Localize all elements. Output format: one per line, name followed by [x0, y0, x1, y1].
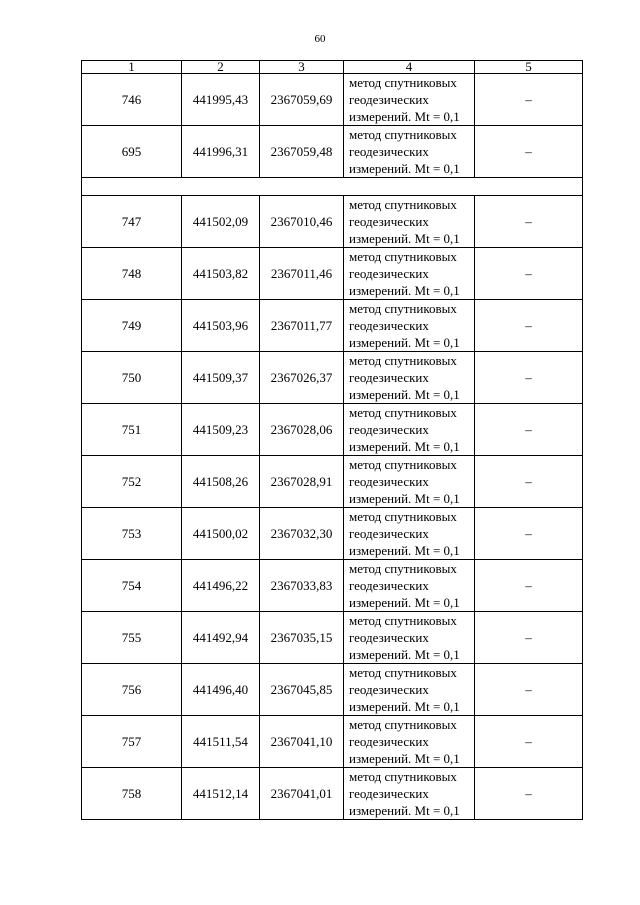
method-cell: [344, 716, 475, 768]
note-cell: –: [475, 126, 583, 178]
method-line: геодезических: [349, 318, 429, 333]
note-cell: –: [475, 716, 583, 768]
column-header-1: 1: [82, 61, 182, 74]
y-coordinate-cell: 2367059,69: [260, 74, 344, 126]
method-line: метод спутниковых: [349, 405, 457, 420]
point-number-cell: 748: [82, 248, 182, 300]
method-cell: [344, 196, 475, 248]
column-header-5: 5: [475, 61, 583, 74]
method-line: измерений. Mt = 0,1: [349, 231, 460, 246]
y-coordinate-cell: 2367028,91: [260, 456, 344, 508]
method-line: метод спутниковых: [349, 509, 457, 524]
method-line: метод спутниковых: [349, 353, 457, 368]
method-line: геодезических: [349, 92, 429, 107]
method-line: измерений. Mt = 0,1: [349, 699, 460, 714]
note-cell: –: [475, 300, 583, 352]
method-line: измерений. Mt = 0,1: [349, 387, 460, 402]
x-coordinate-cell: 441509,37: [182, 352, 260, 404]
method-line: геодезических: [349, 578, 429, 593]
method-line: геодезических: [349, 734, 429, 749]
y-coordinate-cell: 2367041,01: [260, 768, 344, 820]
note-cell: –: [475, 352, 583, 404]
method-cell: [344, 74, 475, 126]
x-coordinate-cell: 441511,54: [182, 716, 260, 768]
note-cell: –: [475, 508, 583, 560]
column-header-2: 2: [182, 61, 260, 74]
page-number: 60: [314, 33, 326, 45]
note-cell: –: [475, 74, 583, 126]
x-coordinate-cell: 441512,14: [182, 768, 260, 820]
method-line: метод спутниковых: [349, 769, 457, 784]
x-coordinate-cell: 441508,26: [182, 456, 260, 508]
method-line: метод спутниковых: [349, 75, 457, 90]
method-line: измерений. Mt = 0,1: [349, 647, 460, 662]
table-row: [82, 456, 583, 508]
method-line: геодезических: [349, 144, 429, 159]
table-row: [82, 664, 583, 716]
method-cell: [344, 126, 475, 178]
table-row: [82, 248, 583, 300]
method-cell: [344, 456, 475, 508]
method-line: геодезических: [349, 630, 429, 645]
method-cell: [344, 768, 475, 820]
method-cell: [344, 612, 475, 664]
method-line: измерений. Mt = 0,1: [349, 283, 460, 298]
method-line: измерений. Mt = 0,1: [349, 751, 460, 766]
table-row: [82, 300, 583, 352]
note-cell: –: [475, 456, 583, 508]
y-coordinate-cell: 2367011,46: [260, 248, 344, 300]
point-number-cell: 751: [82, 404, 182, 456]
method-line: метод спутниковых: [349, 197, 457, 212]
table-row: [82, 768, 583, 820]
note-cell: –: [475, 248, 583, 300]
table-row: [82, 126, 583, 178]
point-number-cell: 755: [82, 612, 182, 664]
y-coordinate-cell: 2367011,77: [260, 300, 344, 352]
note-cell: –: [475, 612, 583, 664]
point-number-cell: 746: [82, 74, 182, 126]
x-coordinate-cell: 441496,22: [182, 560, 260, 612]
table-header-row: [82, 61, 583, 74]
method-line: метод спутниковых: [349, 665, 457, 680]
x-coordinate-cell: 441996,31: [182, 126, 260, 178]
method-line: геодезических: [349, 214, 429, 229]
method-cell: [344, 664, 475, 716]
table-row: [82, 196, 583, 248]
x-coordinate-cell: 441503,82: [182, 248, 260, 300]
note-cell: –: [475, 404, 583, 456]
table-row: [82, 352, 583, 404]
y-coordinate-cell: 2367035,15: [260, 612, 344, 664]
x-coordinate-cell: 441503,96: [182, 300, 260, 352]
note-cell: –: [475, 560, 583, 612]
column-header-4: 4: [344, 61, 475, 74]
table-row: [82, 508, 583, 560]
point-number-cell: 753: [82, 508, 182, 560]
method-line: геодезических: [349, 266, 429, 281]
table-row: [82, 612, 583, 664]
method-cell: [344, 404, 475, 456]
method-line: геодезических: [349, 526, 429, 541]
y-coordinate-cell: 2367041,10: [260, 716, 344, 768]
y-coordinate-cell: 2367028,06: [260, 404, 344, 456]
method-line: метод спутниковых: [349, 613, 457, 628]
method-line: геодезических: [349, 474, 429, 489]
point-number-cell: 757: [82, 716, 182, 768]
point-number-cell: 750: [82, 352, 182, 404]
note-cell: –: [475, 664, 583, 716]
method-line: геодезических: [349, 682, 429, 697]
method-line: измерений. Mt = 0,1: [349, 491, 460, 506]
y-coordinate-cell: 2367033,83: [260, 560, 344, 612]
method-line: измерений. Mt = 0,1: [349, 109, 460, 124]
point-number-cell: 754: [82, 560, 182, 612]
method-line: метод спутниковых: [349, 717, 457, 732]
table-row: [82, 404, 583, 456]
coordinates-table: [81, 60, 583, 820]
method-line: измерений. Mt = 0,1: [349, 543, 460, 558]
method-line: измерений. Mt = 0,1: [349, 595, 460, 610]
method-line: метод спутниковых: [349, 301, 457, 316]
y-coordinate-cell: 2367026,37: [260, 352, 344, 404]
y-coordinate-cell: 2367045,85: [260, 664, 344, 716]
separator-cell: [82, 178, 583, 196]
table-row: [82, 74, 583, 126]
note-cell: –: [475, 768, 583, 820]
x-coordinate-cell: 441509,23: [182, 404, 260, 456]
point-number-cell: 747: [82, 196, 182, 248]
y-coordinate-cell: 2367010,46: [260, 196, 344, 248]
separator-row: [82, 178, 583, 196]
x-coordinate-cell: 441500,02: [182, 508, 260, 560]
point-number-cell: 752: [82, 456, 182, 508]
method-line: геодезических: [349, 370, 429, 385]
x-coordinate-cell: 441502,09: [182, 196, 260, 248]
method-line: метод спутниковых: [349, 561, 457, 576]
method-line: метод спутниковых: [349, 249, 457, 264]
method-cell: [344, 300, 475, 352]
point-number-cell: 758: [82, 768, 182, 820]
method-cell: [344, 248, 475, 300]
method-line: измерений. Mt = 0,1: [349, 161, 460, 176]
method-line: метод спутниковых: [349, 457, 457, 472]
point-number-cell: 695: [82, 126, 182, 178]
table-row: [82, 716, 583, 768]
method-line: геодезических: [349, 422, 429, 437]
table-row: [82, 560, 583, 612]
point-number-cell: 756: [82, 664, 182, 716]
column-header-3: 3: [260, 61, 344, 74]
y-coordinate-cell: 2367059,48: [260, 126, 344, 178]
method-line: метод спутниковых: [349, 127, 457, 142]
method-cell: [344, 352, 475, 404]
method-line: измерений. Mt = 0,1: [349, 803, 460, 818]
y-coordinate-cell: 2367032,30: [260, 508, 344, 560]
x-coordinate-cell: 441492,94: [182, 612, 260, 664]
point-number-cell: 749: [82, 300, 182, 352]
method-cell: [344, 508, 475, 560]
method-line: геодезических: [349, 786, 429, 801]
method-line: измерений. Mt = 0,1: [349, 439, 460, 454]
x-coordinate-cell: 441496,40: [182, 664, 260, 716]
x-coordinate-cell: 441995,43: [182, 74, 260, 126]
method-cell: [344, 560, 475, 612]
method-line: измерений. Mt = 0,1: [349, 335, 460, 350]
note-cell: –: [475, 196, 583, 248]
